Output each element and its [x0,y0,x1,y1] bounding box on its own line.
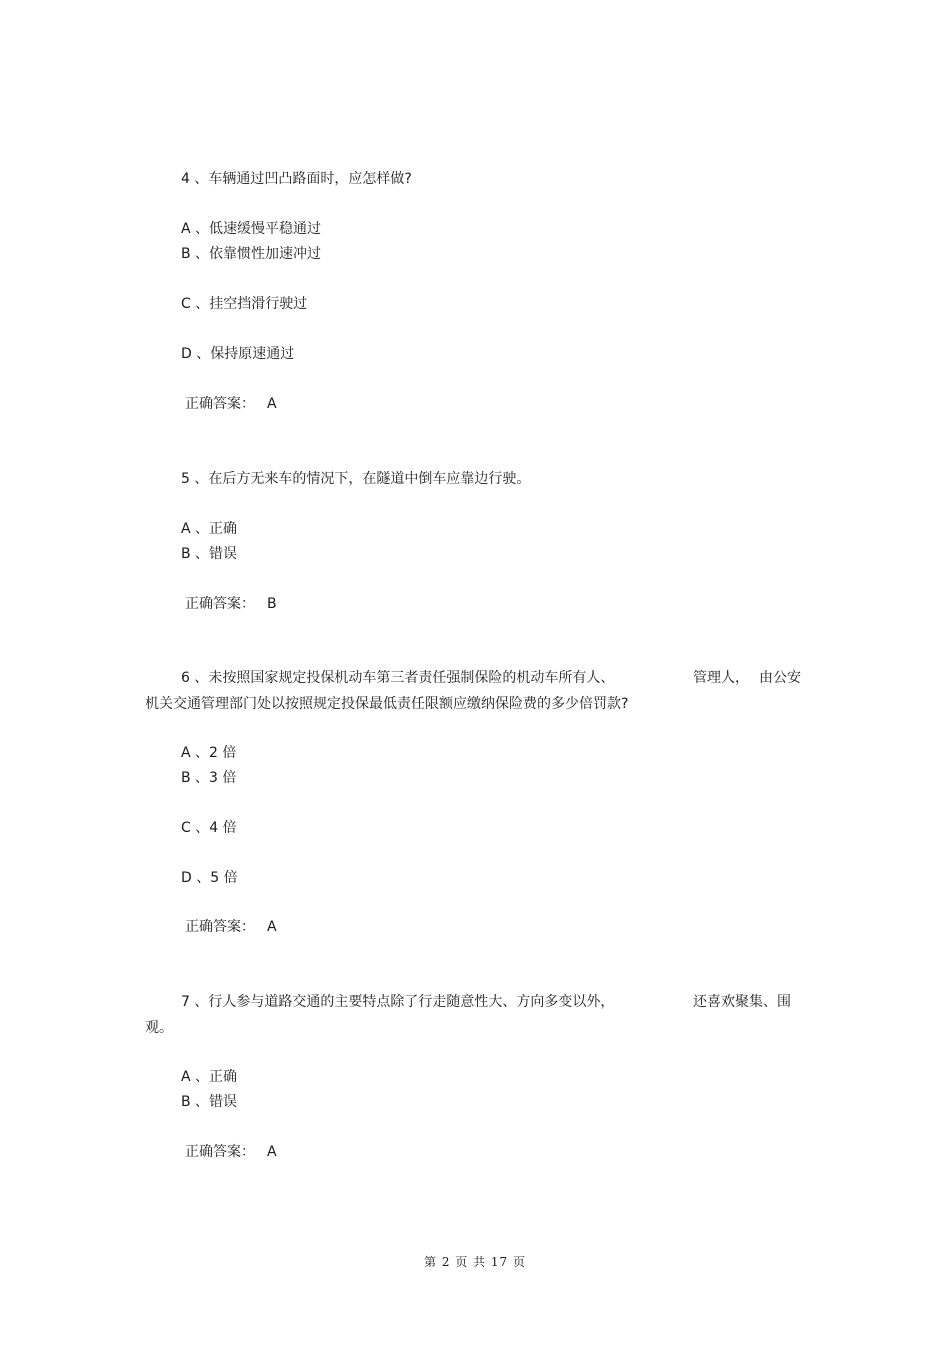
question-4-stem: 4 、车辆通过凹凸路面时，应怎样做? [181,171,412,187]
answer-label: 正确答案： [185,396,255,412]
answer-label: 正确答案： [185,596,255,612]
question-6-stem-line1-b: 管理人， [693,670,749,686]
question-4-option-c: C 、挂空挡滑行驶过 [181,296,308,312]
answer-value: B [267,596,277,612]
question-6-option-c: C 、4 倍 [181,820,237,836]
answer-value: A [267,1144,277,1160]
question-7-stem-line1-b: 还喜欢聚集、围 [693,994,791,1010]
question-7-stem-line1-a: 7 、行人参与道路交通的主要特点除了行走随意性大、方向多变以外， [181,994,615,1010]
question-7-stem-line2: 观。 [145,1020,173,1036]
answer-label: 正确答案： [185,919,255,935]
question-5-stem: 5 、在后方无来车的情况下，在隧道中倒车应靠边行驶。 [181,471,531,487]
question-4-answer [185,395,277,413]
question-5-option-b: B 、错误 [181,546,238,562]
question-7-option-b: B 、错误 [181,1094,238,1110]
question-4-option-a: A 、低速缓慢平稳通过 [181,221,322,237]
question-4-option-d: D 、保持原速通过 [181,346,295,362]
question-6-stem-line1-c: 由公安 [759,670,801,686]
question-6-option-b: B 、3 倍 [181,770,237,786]
question-7-option-a: A 、正确 [181,1069,238,1085]
question-6-answer [185,918,277,936]
answer-value: A [267,919,277,935]
question-6-option-a: A 、2 倍 [181,745,237,761]
question-6-stem-line1-a: 6 、未按照国家规定投保机动车第三者责任强制保险的机动车所有人、 [181,670,615,686]
page-footer: 第 2 页 共 17 页 [424,1255,526,1269]
question-4-option-b: B 、依靠惯性加速冲过 [181,246,322,262]
question-7-answer [185,1143,277,1161]
question-5-answer [185,595,277,613]
answer-label: 正确答案： [185,1144,255,1160]
question-5-option-a: A 、正确 [181,521,238,537]
question-6-option-d: D 、5 倍 [181,870,238,886]
question-6-stem-line2: 机关交通管理部门处以按照规定投保最低责任限额应缴纳保险费的多少倍罚款? [145,696,629,712]
answer-value: A [267,396,277,412]
